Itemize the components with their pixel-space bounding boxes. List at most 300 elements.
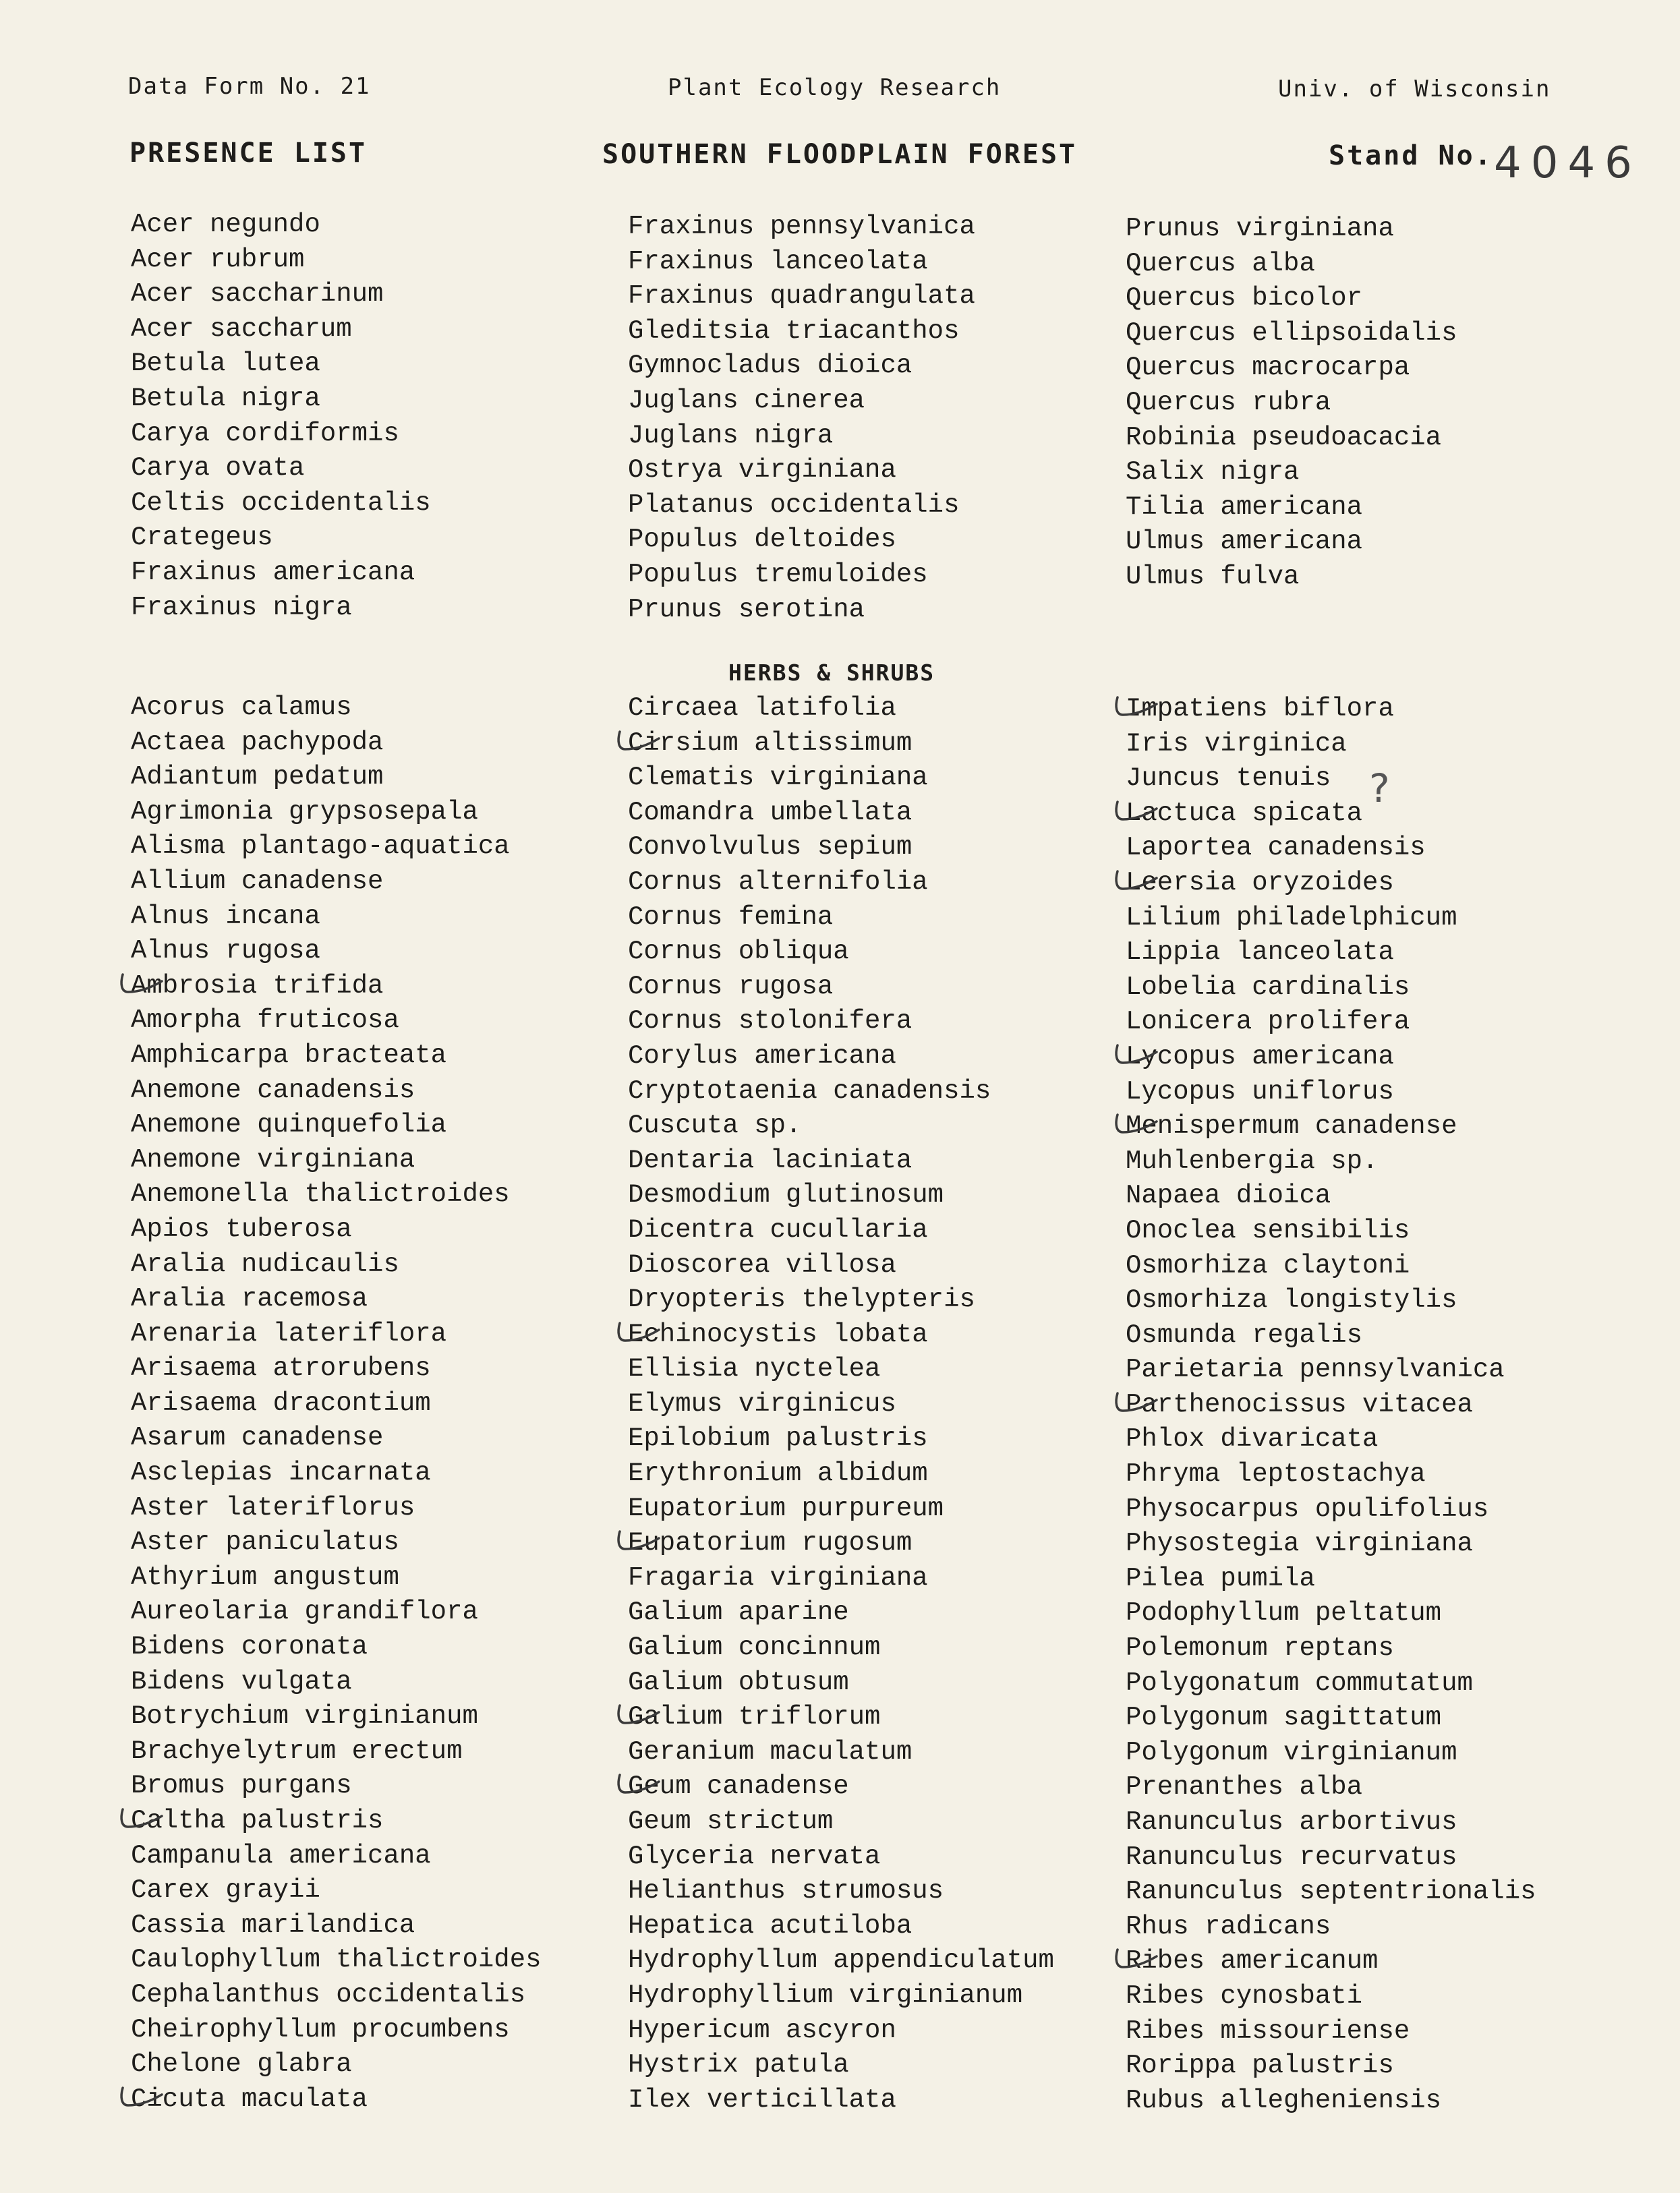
species-name: Aster paniculatus bbox=[131, 1527, 399, 1558]
species-item bbox=[131, 1943, 542, 1978]
species-name: Epilobium palustris bbox=[628, 1424, 928, 1454]
species-name: Botrychium virginianum bbox=[131, 1701, 478, 1732]
species-item bbox=[628, 1248, 1054, 1283]
species-name: Lycopus americana bbox=[1126, 1041, 1394, 1072]
species-item bbox=[131, 1282, 542, 1317]
species-name: Salix nigra bbox=[1126, 457, 1300, 488]
species-item bbox=[131, 277, 431, 312]
species-name: Cryptotaenia canadensis bbox=[628, 1076, 991, 1106]
species-name: Echinocystis lobata bbox=[628, 1319, 928, 1349]
species-name: Crategeus bbox=[131, 523, 273, 553]
species-item bbox=[628, 1004, 1054, 1039]
species-item bbox=[131, 1525, 542, 1560]
species-name: Convolvulus sepium bbox=[628, 832, 913, 862]
species-item bbox=[1126, 1457, 1536, 1492]
species-item bbox=[131, 829, 542, 865]
species-item bbox=[131, 934, 542, 969]
species-name: Anemone virginiana bbox=[131, 1144, 415, 1175]
species-item bbox=[131, 208, 431, 243]
species-name: Fraxinus nigra bbox=[131, 592, 352, 622]
species-item bbox=[1126, 901, 1536, 936]
species-item bbox=[131, 1630, 542, 1665]
species-name: Helianthus strumosus bbox=[628, 1876, 944, 1906]
species-name: Cornus rugosa bbox=[628, 971, 834, 1001]
species-name: Amorpha fruticosa bbox=[131, 1005, 399, 1036]
species-name: Ostrya virginiana bbox=[628, 455, 896, 486]
species-name: Tilia americana bbox=[1126, 492, 1363, 522]
question-mark-annotation: ? bbox=[1369, 765, 1390, 811]
species-name: Chelone glabra bbox=[131, 2049, 352, 2080]
species-item bbox=[1126, 1249, 1536, 1284]
species-item bbox=[1126, 2014, 1536, 2049]
species-item bbox=[131, 726, 542, 761]
species-item bbox=[1126, 1179, 1536, 1214]
species-item bbox=[1126, 490, 1457, 525]
species-name: Ellisia nyctelea bbox=[628, 1354, 881, 1384]
species-name: Populus tremuloides bbox=[628, 559, 928, 589]
species-name: Gleditsia triacanthos bbox=[628, 316, 960, 346]
species-name: Hydrophyllum appendiculatum bbox=[628, 1946, 1054, 1976]
species-name: Juncus tenuis bbox=[1126, 763, 1331, 794]
species-name: Eupatorium rugosum bbox=[628, 1528, 913, 1558]
species-item bbox=[628, 1596, 1054, 1631]
species-name: Phlox divaricata bbox=[1126, 1424, 1379, 1455]
species-item bbox=[628, 865, 1054, 900]
species-item bbox=[628, 1840, 1054, 1875]
species-name: Galium aparine bbox=[628, 1598, 849, 1628]
trees-column-3 bbox=[1126, 212, 1457, 595]
species-name: Bidens coronata bbox=[131, 1632, 368, 1662]
species-name: Dentaria laciniata bbox=[628, 1145, 913, 1175]
species-item bbox=[1126, 1492, 1536, 1527]
species-item bbox=[131, 1908, 542, 1943]
species-item bbox=[628, 488, 975, 523]
species-item bbox=[628, 1526, 1054, 1561]
species-item bbox=[1126, 1075, 1536, 1110]
species-item bbox=[1126, 727, 1536, 762]
species-name: Lycopus uniflorus bbox=[1126, 1076, 1394, 1107]
species-name: Prenanthes alba bbox=[1126, 1772, 1363, 1803]
species-item bbox=[628, 900, 1054, 935]
species-item bbox=[628, 419, 975, 454]
species-name: Betula lutea bbox=[131, 349, 320, 379]
species-item bbox=[1126, 281, 1457, 316]
species-name: Parthenocissus vitacea bbox=[1126, 1389, 1473, 1420]
species-name: Campanula americana bbox=[131, 1840, 431, 1871]
species-item bbox=[131, 556, 431, 591]
species-item bbox=[628, 1039, 1054, 1074]
species-item bbox=[131, 1317, 542, 1352]
species-name: Populus deltoides bbox=[628, 525, 896, 555]
species-name: Juglans nigra bbox=[628, 420, 834, 450]
species-item bbox=[1126, 970, 1536, 1005]
species-item bbox=[1126, 1388, 1536, 1423]
species-name: Cassia marilandica bbox=[131, 1910, 415, 1940]
species-item bbox=[1126, 1944, 1536, 1979]
species-item bbox=[1126, 761, 1536, 796]
species-name: Corylus americana bbox=[628, 1041, 896, 1071]
species-name: Fraxinus americana bbox=[131, 557, 415, 587]
species-name: Dryopteris thelypteris bbox=[628, 1285, 975, 1315]
species-name: Quercus rubra bbox=[1126, 387, 1331, 417]
species-item bbox=[131, 2047, 542, 2082]
species-item bbox=[131, 760, 542, 795]
species-name: Aster lateriflorus bbox=[131, 1492, 415, 1523]
species-item bbox=[628, 1631, 1054, 1666]
species-item bbox=[1126, 1736, 1536, 1771]
species-name: Geum canadense bbox=[628, 1772, 849, 1802]
species-item bbox=[131, 382, 431, 417]
species-name: Prunus serotina bbox=[628, 594, 865, 624]
species-name: Cornus alternifolia bbox=[628, 867, 928, 897]
species-item bbox=[131, 865, 542, 900]
species-item bbox=[131, 1665, 542, 1700]
species-name: Ulmus fulva bbox=[1126, 561, 1300, 591]
species-item bbox=[1126, 1875, 1536, 1910]
species-item bbox=[628, 1492, 1054, 1527]
species-item bbox=[131, 1456, 542, 1491]
herbs-column-3 bbox=[1126, 692, 1536, 2118]
species-name: Cuscuta sp. bbox=[628, 1111, 802, 1141]
species-name: Hypericum ascyron bbox=[628, 2015, 896, 2045]
species-name: Iris virginica bbox=[1126, 728, 1347, 759]
species-name: Hepatica acutiloba bbox=[628, 1910, 913, 1941]
species-name: Geranium maculatum bbox=[628, 1736, 913, 1767]
species-item bbox=[131, 451, 431, 486]
species-name: Lonicera prolifera bbox=[1126, 1007, 1410, 1037]
species-item bbox=[1126, 1144, 1536, 1179]
species-name: Cicuta maculata bbox=[131, 2084, 368, 2114]
species-name: Glyceria nervata bbox=[628, 1841, 881, 1871]
species-item bbox=[1126, 386, 1457, 421]
species-item bbox=[628, 1909, 1054, 1944]
species-item bbox=[1126, 421, 1457, 456]
species-item bbox=[131, 2082, 542, 2117]
species-name: Alnus rugosa bbox=[131, 936, 320, 966]
herbs-column-1 bbox=[131, 691, 542, 2117]
species-item bbox=[1126, 1770, 1536, 1805]
species-name: Alisma plantago-aquatica bbox=[131, 831, 510, 862]
species-name: Celtis occidentalis bbox=[131, 488, 431, 518]
species-name: Bromus purgans bbox=[131, 1771, 352, 1801]
species-name: Polygonum virginianum bbox=[1126, 1737, 1457, 1767]
species-name: Carex grayii bbox=[131, 1875, 320, 1906]
species-item bbox=[131, 1769, 542, 1804]
species-item bbox=[628, 691, 1054, 726]
species-item bbox=[628, 1561, 1054, 1596]
species-item bbox=[628, 453, 975, 488]
species-item bbox=[628, 1666, 1054, 1701]
species-item bbox=[1126, 2084, 1536, 2119]
species-name: Osmorhiza longistylis bbox=[1126, 1285, 1457, 1316]
organization: Plant Ecology Research bbox=[668, 74, 1002, 101]
species-item bbox=[628, 2048, 1054, 2083]
species-item bbox=[131, 1421, 542, 1456]
species-name: Anemonella thalictroides bbox=[131, 1179, 510, 1210]
species-name: Ribes cynosbati bbox=[1126, 1981, 1363, 2011]
species-name: Rubus allegheniensis bbox=[1126, 2085, 1442, 2115]
species-name: Fraxinus quadrangulata bbox=[628, 281, 975, 312]
species-item bbox=[628, 935, 1054, 970]
species-item bbox=[1126, 1040, 1536, 1075]
species-item bbox=[628, 1700, 1054, 1735]
species-name: Athyrium angustum bbox=[131, 1562, 399, 1592]
species-item bbox=[628, 349, 975, 384]
species-item bbox=[628, 1213, 1054, 1248]
species-item bbox=[1126, 455, 1457, 490]
species-name: Phryma leptostachya bbox=[1126, 1459, 1426, 1490]
form-number: Data Form No. 21 bbox=[128, 73, 371, 100]
species-name: Acer saccharum bbox=[131, 314, 352, 344]
species-name: Arenaria lateriflora bbox=[131, 1318, 447, 1349]
species-name: Acorus calamus bbox=[131, 693, 352, 722]
species-item bbox=[1126, 1562, 1536, 1597]
species-name: Actaea pachypoda bbox=[131, 727, 384, 757]
species-item bbox=[628, 726, 1054, 761]
species-item bbox=[628, 210, 975, 245]
species-item bbox=[628, 1805, 1054, 1840]
species-item bbox=[628, 2014, 1054, 2049]
species-item bbox=[1126, 351, 1457, 386]
species-name: Asarum canadense bbox=[131, 1423, 384, 1453]
species-name: Fraxinus lanceolata bbox=[628, 246, 928, 276]
species-item bbox=[131, 2013, 542, 2048]
species-item bbox=[628, 1178, 1054, 1213]
species-item bbox=[131, 591, 431, 626]
species-item bbox=[131, 1491, 542, 1526]
trees-column-1 bbox=[131, 208, 431, 625]
species-item bbox=[131, 1351, 542, 1386]
species-name: Apios tuberosa bbox=[131, 1214, 352, 1244]
species-item bbox=[131, 417, 431, 452]
species-item bbox=[1126, 1283, 1536, 1318]
species-name: Elymus virginicus bbox=[628, 1388, 896, 1419]
species-item bbox=[1126, 1979, 1536, 2014]
species-name: Gymnocladus dioica bbox=[628, 351, 913, 381]
species-name: Polygonum sagittatum bbox=[1126, 1703, 1442, 1733]
species-item bbox=[131, 1143, 542, 1178]
species-item bbox=[131, 1699, 542, 1734]
species-name: Galium triflorum bbox=[628, 1702, 881, 1732]
species-item bbox=[1126, 1422, 1536, 1457]
species-name: Impatiens biflora bbox=[1126, 694, 1394, 724]
species-item bbox=[131, 1560, 542, 1596]
species-name: Erythronium albidum bbox=[628, 1459, 928, 1489]
species-item bbox=[131, 1039, 542, 1074]
species-item bbox=[1126, 1631, 1536, 1666]
species-name: Cirsium altissimum bbox=[628, 728, 913, 758]
species-name: Lactuca spicata bbox=[1126, 798, 1363, 828]
species-item bbox=[628, 1874, 1054, 1909]
species-name: Ribes missouriense bbox=[1126, 2016, 1410, 2046]
species-item bbox=[1126, 935, 1536, 970]
species-item bbox=[628, 1387, 1054, 1422]
species-name: Fragaria virginiana bbox=[628, 1562, 928, 1593]
species-item bbox=[1126, 1666, 1536, 1701]
species-name: Caulophyllum thalictroides bbox=[131, 1945, 542, 1975]
species-name: Rhus radicans bbox=[1126, 1911, 1331, 1941]
species-item bbox=[628, 245, 975, 280]
species-item bbox=[628, 2083, 1054, 2118]
species-name: Polygonatum commutatum bbox=[1126, 1668, 1473, 1698]
species-item bbox=[131, 1595, 542, 1630]
species-item bbox=[131, 969, 542, 1004]
species-item bbox=[628, 830, 1054, 865]
species-item bbox=[1126, 1527, 1536, 1562]
species-item bbox=[131, 347, 431, 382]
stand-number: 4046 bbox=[1494, 138, 1642, 188]
species-name: Quercus macrocarpa bbox=[1126, 353, 1410, 383]
species-item bbox=[131, 1212, 542, 1248]
species-item bbox=[628, 796, 1054, 831]
species-item bbox=[1126, 316, 1457, 351]
species-item bbox=[131, 486, 431, 521]
species-name: Physocarpus opulifolius bbox=[1126, 1494, 1489, 1524]
species-name: Acer saccharinum bbox=[131, 279, 384, 310]
species-name: Ribes americanum bbox=[1126, 1946, 1379, 1977]
species-item bbox=[131, 312, 431, 347]
species-name: Asclepias incarnata bbox=[131, 1458, 431, 1488]
species-name: Onoclea sensibilis bbox=[1126, 1215, 1410, 1246]
species-name: Polemonum reptans bbox=[1126, 1633, 1394, 1664]
species-name: Quercus ellipsoidalis bbox=[1126, 318, 1457, 348]
species-name: Ranunculus septentrionalis bbox=[1126, 1877, 1536, 1907]
species-name: Alnus incana bbox=[131, 901, 320, 931]
species-item bbox=[1126, 1701, 1536, 1736]
species-item bbox=[628, 1735, 1054, 1770]
species-item bbox=[131, 795, 542, 830]
species-item bbox=[1126, 866, 1536, 901]
species-item bbox=[131, 1804, 542, 1839]
list-title: PRESENCE LIST bbox=[129, 138, 368, 169]
species-name: Aralia racemosa bbox=[131, 1284, 368, 1314]
species-name: Allium canadense bbox=[131, 866, 384, 896]
species-item bbox=[628, 558, 975, 593]
species-name: Aureolaria grandiflora bbox=[131, 1597, 478, 1627]
species-name: Geum strictum bbox=[628, 1807, 834, 1836]
species-name: Acer negundo bbox=[131, 210, 320, 239]
species-item bbox=[1126, 525, 1457, 560]
species-item bbox=[628, 279, 975, 314]
species-item bbox=[131, 1108, 542, 1143]
species-name: Ulmus americana bbox=[1126, 527, 1363, 557]
species-name: Anemone canadensis bbox=[131, 1075, 415, 1105]
species-item bbox=[628, 1318, 1054, 1353]
species-name: Cornus obliqua bbox=[628, 937, 849, 967]
species-name: Dioscorea villosa bbox=[628, 1250, 896, 1280]
species-name: Prunus virginiana bbox=[1126, 214, 1394, 243]
species-name: Galium concinnum bbox=[628, 1633, 881, 1663]
species-item bbox=[131, 900, 542, 935]
species-name: Menispermum canadense bbox=[1126, 1111, 1457, 1142]
species-name: Laportea canadensis bbox=[1126, 833, 1426, 863]
species-name: Ambrosia trifida bbox=[131, 970, 384, 1001]
species-item bbox=[131, 243, 431, 278]
forest-title: SOUTHERN FLOODPLAIN FOREST bbox=[602, 139, 1078, 170]
species-item bbox=[628, 1144, 1054, 1179]
species-name: Cheirophyllum procumbens bbox=[131, 2014, 510, 2045]
species-item bbox=[628, 1352, 1054, 1387]
species-name: Quercus bicolor bbox=[1126, 283, 1363, 314]
species-name: Lobelia cardinalis bbox=[1126, 972, 1410, 1002]
species-name: Lippia lanceolata bbox=[1126, 937, 1394, 968]
species-item bbox=[628, 1283, 1054, 1318]
species-name: Fraxinus pennsylvanica bbox=[628, 212, 975, 241]
species-name: Clematis virginiana bbox=[628, 763, 928, 793]
species-item bbox=[1126, 1596, 1536, 1631]
species-name: Eupatorium purpureum bbox=[628, 1493, 944, 1523]
species-item bbox=[628, 593, 975, 628]
species-item bbox=[131, 1074, 542, 1109]
species-name: Platanus occidentalis bbox=[628, 490, 960, 520]
species-item bbox=[131, 1839, 542, 1874]
species-name: Cornus stolonifera bbox=[628, 1006, 913, 1036]
species-item bbox=[628, 523, 975, 558]
species-name: Betula nigra bbox=[131, 383, 320, 413]
species-name: Caltha palustris bbox=[131, 1806, 384, 1836]
species-item bbox=[131, 691, 542, 726]
species-name: Ranunculus arbortivus bbox=[1126, 1807, 1457, 1837]
species-item bbox=[131, 1177, 542, 1212]
species-item bbox=[131, 1003, 542, 1039]
species-name: Ranunculus recurvatus bbox=[1126, 1842, 1457, 1872]
species-item bbox=[628, 970, 1054, 1005]
species-item bbox=[628, 1422, 1054, 1457]
species-item bbox=[131, 1386, 542, 1422]
species-item bbox=[1126, 2049, 1536, 2084]
species-item bbox=[628, 1109, 1054, 1144]
species-item bbox=[131, 1978, 542, 2013]
species-item bbox=[628, 761, 1054, 796]
species-item bbox=[1126, 1910, 1536, 1945]
species-name: Adiantum pedatum bbox=[131, 762, 384, 792]
species-name: Quercus alba bbox=[1126, 248, 1315, 279]
species-item bbox=[131, 1873, 542, 1908]
species-item bbox=[628, 1979, 1054, 2014]
species-name: Agrimonia grypsosepala bbox=[131, 796, 478, 827]
species-name: Comandra umbellata bbox=[628, 797, 913, 827]
herbs-section-title: HERBS & SHRUBS bbox=[728, 660, 935, 686]
species-name: Galium obtusum bbox=[628, 1667, 849, 1697]
species-name: Physostegia virginiana bbox=[1126, 1529, 1473, 1559]
species-name: Carya cordiformis bbox=[131, 418, 399, 448]
species-name: Circaea latifolia bbox=[628, 693, 896, 723]
species-item bbox=[1126, 831, 1536, 866]
herbs-column-2 bbox=[628, 691, 1054, 2117]
species-name: Muhlenbergia sp. bbox=[1126, 1146, 1379, 1176]
species-name: Pilea pumila bbox=[1126, 1563, 1315, 1593]
species-item bbox=[1126, 1840, 1536, 1875]
species-item bbox=[1126, 796, 1536, 831]
species-name: Desmodium glutinosum bbox=[628, 1180, 944, 1210]
species-name: Arisaema dracontium bbox=[131, 1388, 431, 1418]
species-name: Hydrophyllium virginianum bbox=[628, 1980, 1023, 2010]
species-item bbox=[131, 1734, 542, 1770]
species-item bbox=[628, 1770, 1054, 1805]
species-name: Lilium philadelphicum bbox=[1126, 902, 1457, 933]
species-name: Ilex verticillata bbox=[628, 2084, 896, 2115]
species-item bbox=[131, 521, 431, 556]
species-item bbox=[628, 314, 975, 349]
stand-label: Stand No. bbox=[1329, 140, 1493, 171]
species-name: Anemone quinquefolia bbox=[131, 1110, 447, 1140]
university: Univ. of Wisconsin bbox=[1278, 76, 1551, 103]
species-name: Osmorhiza claytoni bbox=[1126, 1250, 1410, 1281]
species-item bbox=[628, 1457, 1054, 1492]
species-name: Cornus femina bbox=[628, 902, 834, 932]
species-name: Aralia nudicaulis bbox=[131, 1249, 399, 1279]
species-name: Juglans cinerea bbox=[628, 385, 865, 415]
